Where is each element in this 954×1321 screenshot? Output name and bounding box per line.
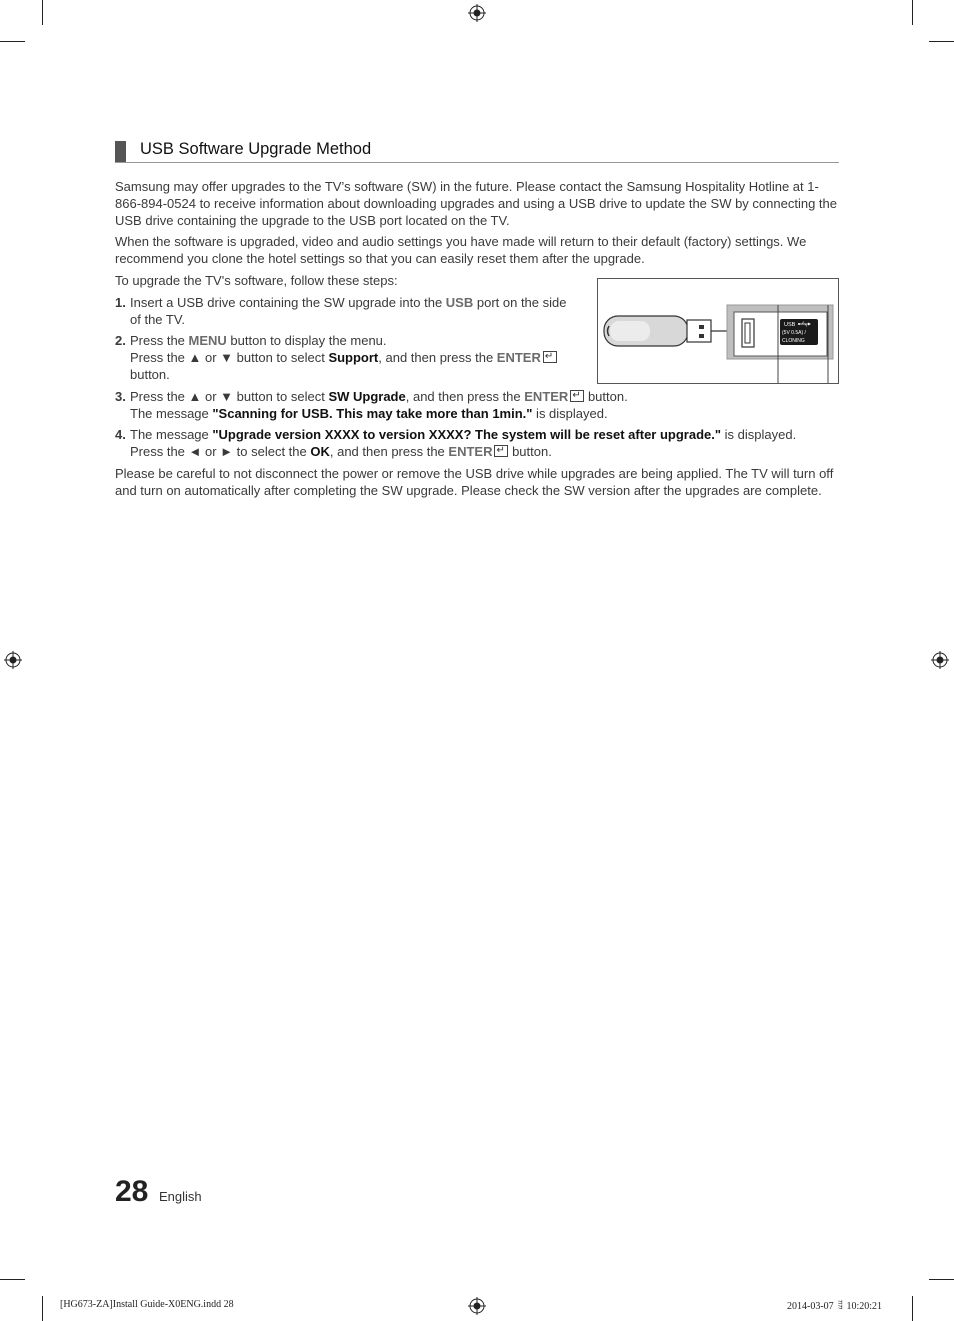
usb-key-label: USB (445, 295, 474, 310)
step-number: 3. (115, 389, 126, 404)
upgrade-message: "Upgrade version XXXX to version XXXX? The system will be reset after upgrade." (212, 427, 722, 442)
registration-mark-icon (4, 651, 22, 669)
crop-mark (0, 41, 25, 42)
step-text: The message (130, 406, 213, 421)
date-slug: 2014-03-07 ꊤ 10:20:21 (787, 1301, 883, 1312)
registration-mark-icon (468, 1297, 486, 1315)
crop-mark (929, 41, 954, 42)
file-slug: [HG673-ZA]Install Guide-X0ENG.indd 28 (60, 1299, 234, 1310)
crop-mark (929, 1279, 954, 1280)
crop-mark (42, 1296, 43, 1321)
scanning-message: "Scanning for USB. This may take more than 1min." (212, 406, 533, 421)
step-text: of the TV. (130, 312, 185, 327)
crop-mark (912, 1296, 913, 1321)
closing-paragraph: Please be careful to not disconnect the power or remove the USB drive while upgrades are being applied. The TV will turn off and turn on automatically after completing the SW upgrade. Please check the SW version after the upgrades are complete. (115, 466, 834, 498)
step-text: Press the (130, 333, 189, 348)
enter-key-label: ENTER (496, 350, 541, 365)
section-heading (115, 139, 839, 163)
section-title: USB Software Upgrade Method (140, 140, 372, 158)
step-text: is displayed. (532, 406, 608, 421)
support-label: Support (328, 350, 379, 365)
step-text: , and then press the (329, 444, 449, 459)
usb-port-icon (742, 319, 754, 347)
usb-illustration (598, 279, 838, 383)
usb-figure (597, 278, 839, 384)
step-text: button to display the menu. (226, 333, 387, 348)
enter-key-label: ENTER (524, 389, 569, 404)
step-number: 1. (115, 295, 126, 310)
step-text: button. (508, 444, 552, 459)
step-text: , and then press the (378, 350, 497, 365)
step-text: The message (130, 427, 213, 442)
enter-key-label: ENTER (448, 444, 493, 459)
crop-mark (0, 1279, 25, 1280)
registration-mark-icon (931, 651, 949, 669)
step-text: Press the ◄ or ► to select the (130, 444, 311, 459)
crop-mark (912, 0, 913, 25)
section-marker (115, 141, 126, 162)
usb-drive-icon (604, 316, 711, 346)
enter-icon (543, 351, 557, 363)
ok-label: OK (310, 444, 330, 459)
step-text: is displayed. (721, 427, 797, 442)
step-text: Press the ▲ or ▼ button to select (130, 389, 329, 404)
step-text: , and then press the (405, 389, 525, 404)
menu-key-label: MENU (188, 333, 227, 348)
step-4-text (130, 426, 842, 460)
enter-icon (570, 390, 584, 402)
page-language: English (159, 1189, 202, 1204)
crop-mark (42, 0, 43, 25)
step-text: Press the ▲ or ▼ button to select (130, 350, 329, 365)
step-text: button. (584, 389, 628, 404)
page-number: 28 (115, 1175, 149, 1208)
step-text: button. (130, 367, 170, 382)
port-label-power: (5V 0.5A) / (782, 330, 806, 336)
step-1-text (130, 294, 580, 328)
step-2-text (130, 332, 580, 383)
intro-paragraph: Samsung may offer upgrades to the TV’s software (SW) in the future. Please contact the Samsung Hospitality Hotline at 1-866-894-0524 to receive information about downloading upgrades and using a USB drive to update the SW by connecting the USB drive containing the upgrade to the USB port located on the TV. (115, 179, 837, 228)
registration-mark-icon (468, 4, 486, 22)
step-3-text (130, 388, 830, 422)
step-text: Insert a USB drive containing the SW upgrade into the (130, 295, 446, 310)
sw-upgrade-label: SW Upgrade (328, 389, 406, 404)
step-text: port on the side (473, 295, 567, 310)
port-label-usb: USB (784, 322, 796, 328)
step-number: 2. (115, 333, 126, 348)
reset-note-paragraph: When the software is upgraded, video and audio settings you have made will return to their default (factory) settings. We recommend you clone the hotel settings so that you can easily reset them after the upgrade. (115, 234, 807, 266)
steps-intro: To upgrade the TV's software, follow these steps: (115, 273, 398, 288)
port-label-cloning: CLONING (782, 338, 805, 344)
step-number: 4. (115, 427, 126, 442)
enter-icon (494, 445, 508, 457)
